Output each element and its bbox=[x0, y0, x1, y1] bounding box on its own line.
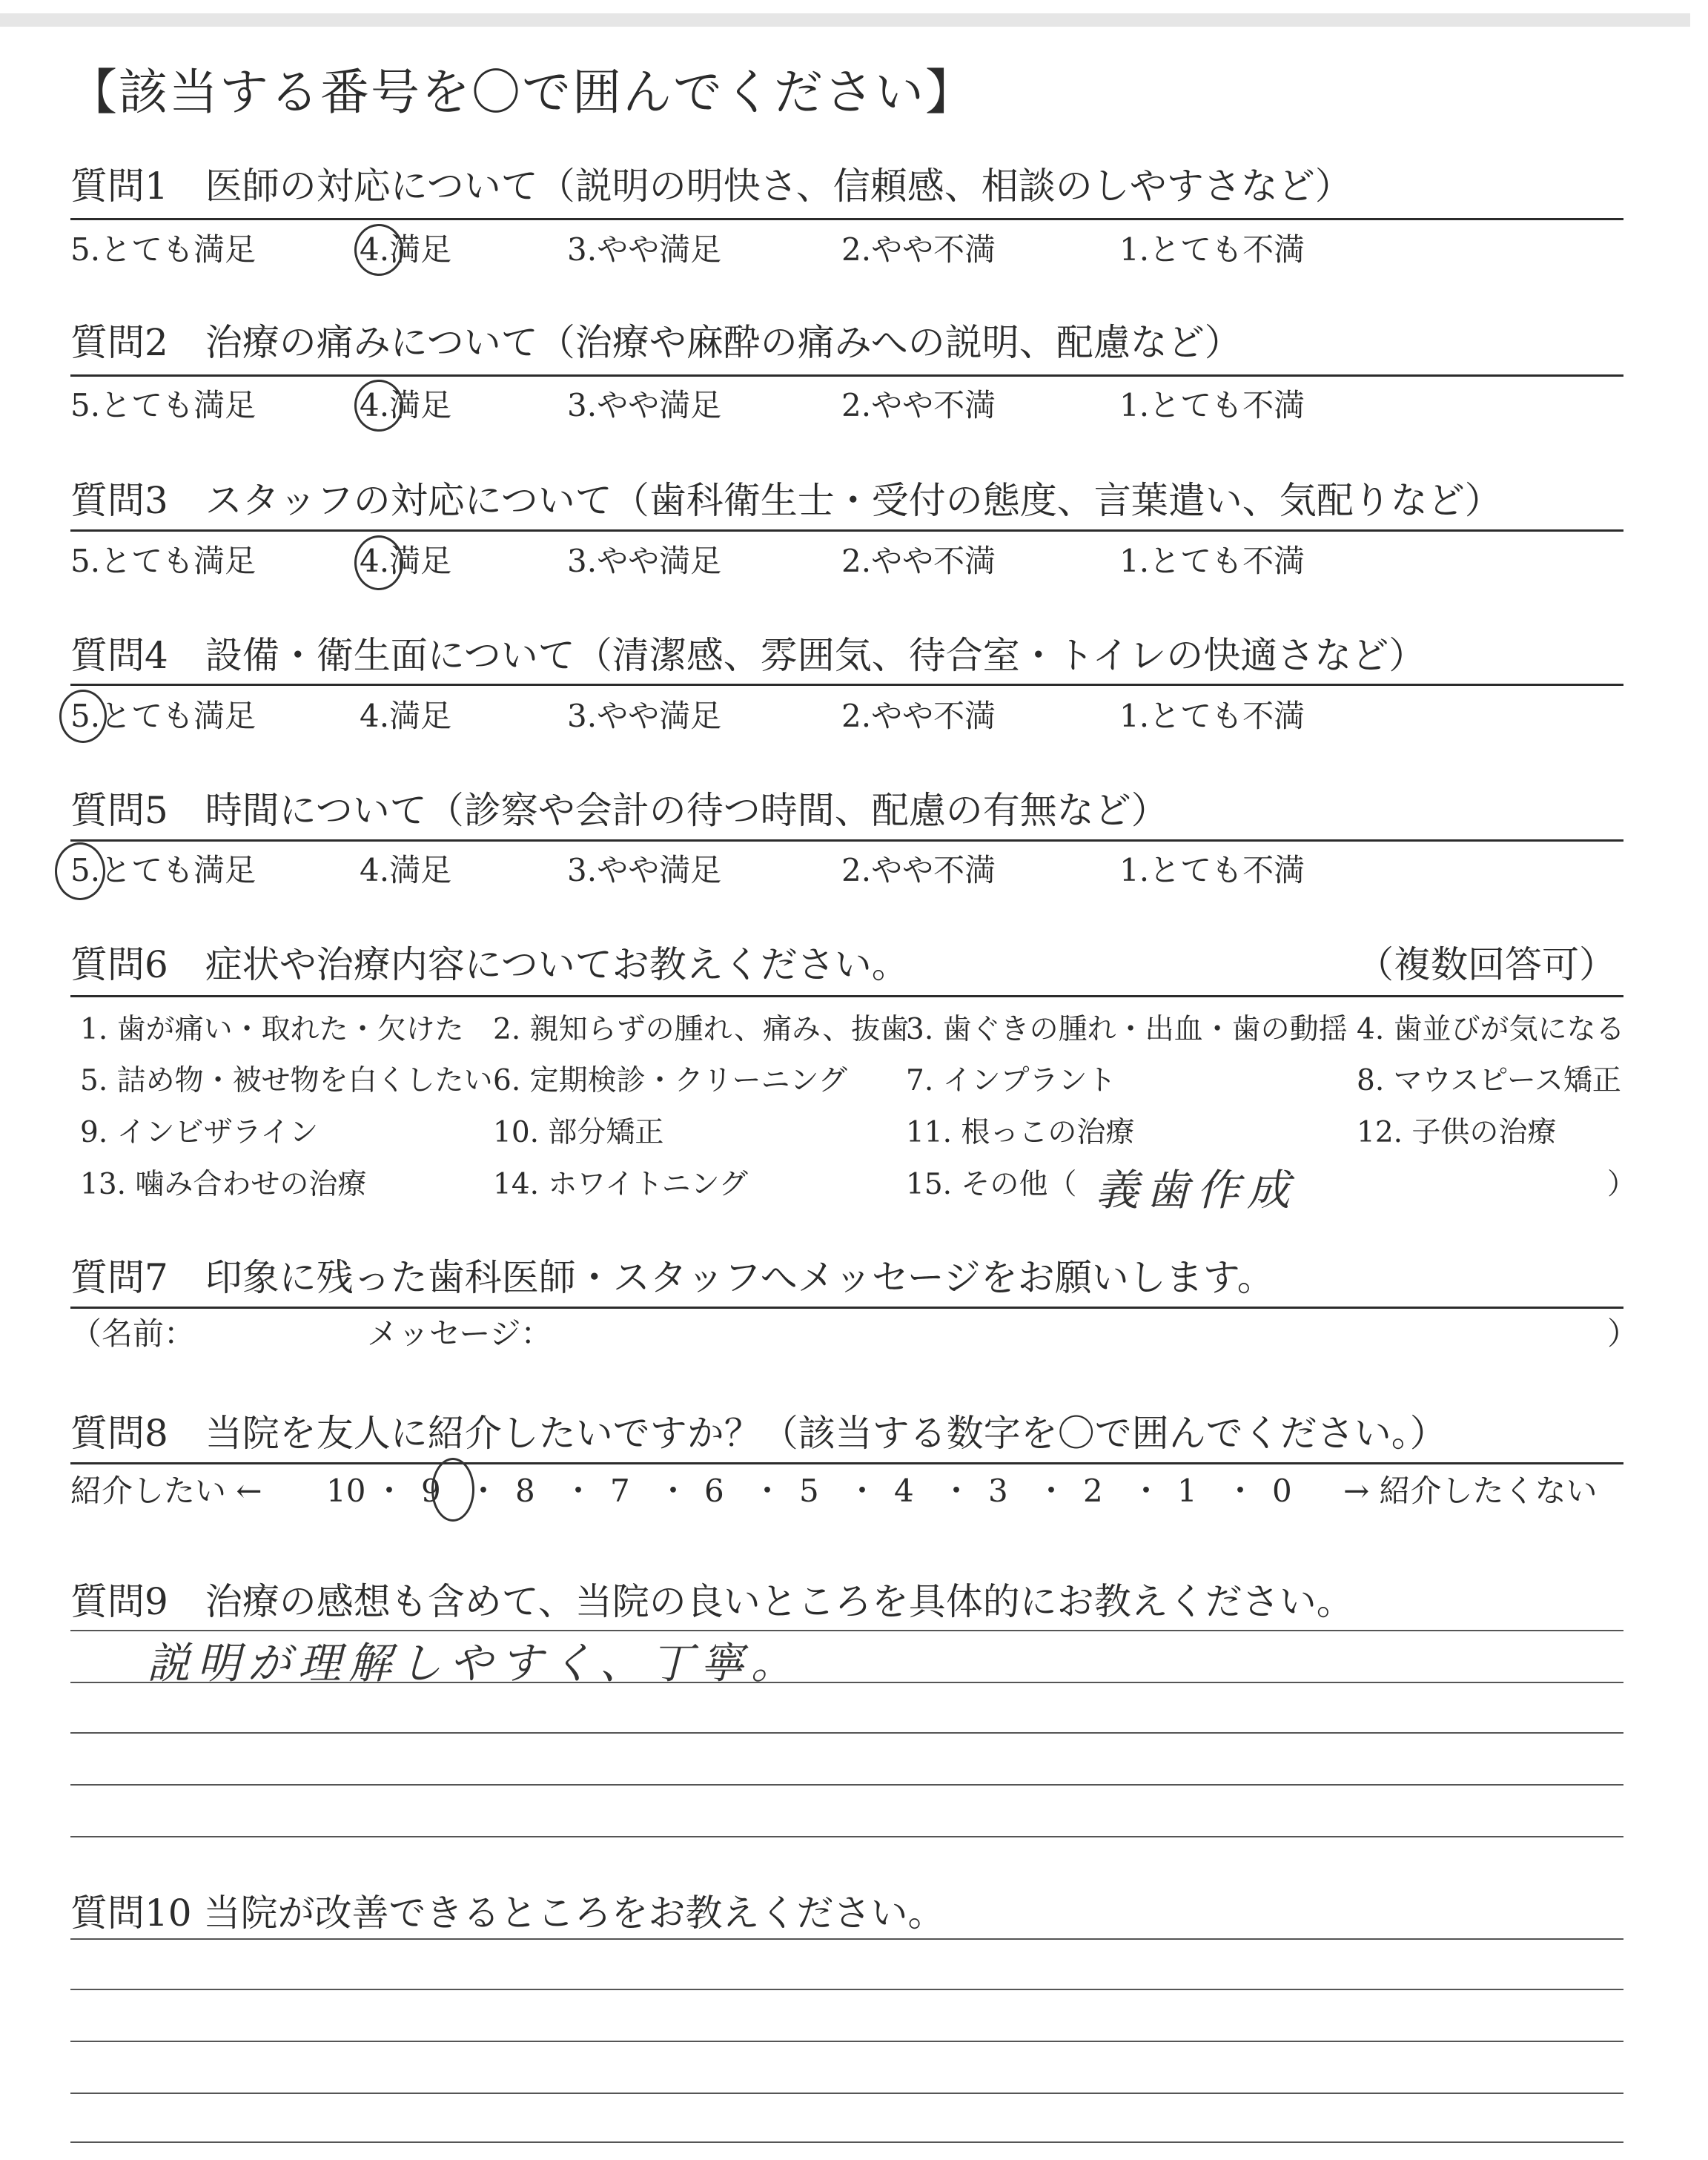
scan-top-edge bbox=[0, 13, 1690, 27]
q1-option-1[interactable]: 1.とても不満 bbox=[1119, 231, 1305, 268]
q8-scale-value-6[interactable]: 6 bbox=[704, 1473, 724, 1509]
question-7-rule bbox=[70, 1307, 1623, 1309]
question-9-label: 質問9 治療の感想も含めて、当院の良いところを具体的にお教えください。 bbox=[70, 1580, 1354, 1623]
q5-selection-circle bbox=[55, 842, 105, 900]
question-4-label: 質問4 設備・衛生面について（清潔感、雰囲気、待合室・トイレの快適さなど） bbox=[70, 634, 1426, 677]
q10-line-4 bbox=[70, 2093, 1623, 2094]
q5-option-5[interactable]: 5.とても満足 bbox=[70, 852, 256, 888]
q1-option-2[interactable]: 2.やや不満 bbox=[841, 231, 996, 268]
q6-other-handwritten: 義歯作成 bbox=[1096, 1165, 1298, 1215]
question-4-rule bbox=[70, 684, 1623, 686]
q4-option-2[interactable]: 2.やや不満 bbox=[841, 698, 996, 734]
q1-option-5[interactable]: 5.とても満足 bbox=[70, 231, 256, 268]
q2-option-1[interactable]: 1.とても不満 bbox=[1119, 387, 1305, 423]
q6-item-5[interactable]: 5. 詰め物・被せ物を白くしたい bbox=[80, 1064, 493, 1097]
q5-option-1[interactable]: 1.とても不満 bbox=[1119, 852, 1305, 888]
q8-scale-separator: ・ bbox=[1225, 1473, 1257, 1509]
q3-option-2[interactable]: 2.やや不満 bbox=[841, 543, 996, 579]
q3-option-3[interactable]: 3.やや満足 bbox=[567, 543, 722, 579]
q2-selection-circle bbox=[354, 380, 403, 432]
question-10-label: 質問10 当院が改善できるところをお教えください。 bbox=[70, 1892, 945, 1935]
q8-scale-value-5[interactable]: 5 bbox=[799, 1473, 819, 1509]
question-6-rule bbox=[70, 995, 1623, 997]
question-2-label: 質問2 治療の痛みについて（治療や麻酔の痛みへの説明、配慮など） bbox=[70, 321, 1242, 364]
q4-option-4[interactable]: 4.満足 bbox=[360, 698, 452, 734]
q3-option-1[interactable]: 1.とても不満 bbox=[1119, 543, 1305, 579]
q8-scale-value-8[interactable]: 8 bbox=[515, 1473, 535, 1509]
q6-item-7[interactable]: 7. インプラント bbox=[906, 1064, 1116, 1097]
q8-scale-separator: ・ bbox=[1036, 1473, 1068, 1509]
q6-item-12[interactable]: 12. 子供の治療 bbox=[1357, 1116, 1557, 1149]
q3-option-5[interactable]: 5.とても満足 bbox=[70, 543, 256, 579]
question-3-label: 質問3 スタッフの対応について（歯科衛生士・受付の態度、言葉遣い、気配りなど） bbox=[70, 479, 1502, 522]
q10-line-1 bbox=[70, 1938, 1623, 1940]
question-6-note: （複数回答可） bbox=[1357, 943, 1616, 986]
q1-option-4[interactable]: 4.満足 bbox=[360, 231, 452, 268]
q2-option-5[interactable]: 5.とても満足 bbox=[70, 387, 256, 423]
q8-scale-separator: ・ bbox=[563, 1473, 595, 1509]
q5-option-4[interactable]: 4.満足 bbox=[360, 852, 452, 888]
q9-line-5 bbox=[70, 1836, 1623, 1837]
q5-option-2[interactable]: 2.やや不満 bbox=[841, 852, 996, 888]
q3-option-4[interactable]: 4.満足 bbox=[360, 543, 452, 579]
q1-option-3[interactable]: 3.やや満足 bbox=[567, 231, 722, 268]
q7-close: ） bbox=[1607, 1315, 1639, 1352]
q5-option-3[interactable]: 3.やや満足 bbox=[567, 852, 722, 888]
question-5-label: 質問5 時間について（診察や会計の待つ時間、配慮の有無など） bbox=[70, 789, 1168, 832]
q6-item-2[interactable]: 2. 親知らずの腫れ、痛み、抜歯 bbox=[493, 1013, 910, 1046]
q9-line-4 bbox=[70, 1784, 1623, 1786]
q2-option-3[interactable]: 3.やや満足 bbox=[567, 387, 722, 423]
q6-other-close: ） bbox=[1607, 1168, 1637, 1201]
q4-selection-circle bbox=[59, 690, 107, 743]
q1-selection-circle bbox=[354, 224, 403, 276]
q6-item-6[interactable]: 6. 定期検診・クリーニング bbox=[493, 1064, 847, 1097]
q8-scale-separator: ・ bbox=[847, 1473, 878, 1509]
question-8-rule bbox=[70, 1462, 1623, 1464]
q10-line-3 bbox=[70, 2041, 1623, 2042]
q6-item-11[interactable]: 11. 根っこの治療 bbox=[906, 1116, 1135, 1149]
q10-line-2 bbox=[70, 1989, 1623, 1990]
q4-option-3[interactable]: 3.やや満足 bbox=[567, 698, 722, 734]
q8-scale-separator: ・ bbox=[1131, 1473, 1162, 1509]
q8-left-label: 紹介したい ← bbox=[70, 1473, 262, 1509]
q9-line-3 bbox=[70, 1732, 1623, 1734]
q8-scale-value-2[interactable]: 2 bbox=[1083, 1473, 1103, 1509]
q6-item-10[interactable]: 10. 部分矯正 bbox=[493, 1116, 664, 1149]
q8-right-label: → 紹介したくない bbox=[1343, 1473, 1598, 1509]
q6-item-9[interactable]: 9. インビザライン bbox=[80, 1116, 319, 1149]
q8-scale-separator: ・ bbox=[374, 1473, 406, 1509]
q8-selection-circle bbox=[431, 1458, 474, 1522]
question-1-label: 質問1 医師の対応について（説明の明快さ、信頼感、相談のしやすさなど） bbox=[70, 165, 1352, 208]
q8-scale-separator: ・ bbox=[941, 1473, 973, 1509]
q8-scale-separator: ・ bbox=[468, 1473, 500, 1509]
question-7-label: 質問7 印象に残った歯科医師・スタッフへメッセージをお願いします。 bbox=[70, 1256, 1274, 1299]
q10-line-5 bbox=[70, 2141, 1623, 2143]
q6-item-4[interactable]: 4. 歯並びが気になる bbox=[1357, 1013, 1625, 1046]
q4-option-1[interactable]: 1.とても不満 bbox=[1119, 698, 1305, 734]
q4-option-5[interactable]: 5.とても満足 bbox=[70, 698, 256, 734]
q8-scale-value-1[interactable]: 1 bbox=[1177, 1473, 1197, 1509]
question-6-label: 質問6 症状や治療内容についてお教えください。 bbox=[70, 943, 909, 986]
q6-item-13[interactable]: 13. 噛み合わせの治療 bbox=[80, 1168, 367, 1201]
question-2-rule bbox=[70, 374, 1623, 377]
q6-item-8[interactable]: 8. マウスピース矯正 bbox=[1357, 1064, 1621, 1097]
q2-option-4[interactable]: 4.満足 bbox=[360, 387, 452, 423]
q2-option-2[interactable]: 2.やや不満 bbox=[841, 387, 996, 423]
q3-selection-circle bbox=[354, 535, 403, 590]
q7-name-label: （名前： bbox=[70, 1315, 196, 1352]
q6-item-3[interactable]: 3. 歯ぐきの腫れ・出血・歯の動揺 bbox=[906, 1013, 1348, 1046]
q8-scale-value-7[interactable]: 7 bbox=[610, 1473, 630, 1509]
q8-scale-value-4[interactable]: 4 bbox=[894, 1473, 914, 1509]
question-8-label: 質問8 当院を友人に紹介したいですか？（該当する数字を〇で囲んでください。） bbox=[70, 1412, 1447, 1455]
question-1-rule bbox=[70, 218, 1623, 220]
q8-scale-value-3[interactable]: 3 bbox=[988, 1473, 1008, 1509]
q9-handwritten-answer: 説明が理解しやすく、丁寧。 bbox=[147, 1638, 801, 1688]
form-header: 【該当する番号を〇で囲んでください】 bbox=[68, 64, 976, 121]
q8-scale-value-0[interactable]: 0 bbox=[1272, 1473, 1292, 1509]
question-3-rule bbox=[70, 529, 1623, 532]
q6-item-15[interactable]: 15. その他（ bbox=[906, 1168, 1077, 1201]
question-5-rule bbox=[70, 839, 1623, 842]
q8-scale-value-9[interactable]: 9 bbox=[421, 1473, 441, 1509]
q8-scale-separator: ・ bbox=[752, 1473, 784, 1509]
q6-item-1[interactable]: 1. 歯が痛い・取れた・欠けた bbox=[80, 1013, 464, 1046]
q6-item-14[interactable]: 14. ホワイトニング bbox=[493, 1168, 748, 1201]
q8-scale-separator: ・ bbox=[658, 1473, 689, 1509]
q8-scale-value-10[interactable]: 10 bbox=[326, 1473, 366, 1509]
q7-message-label: メッセージ： bbox=[367, 1315, 552, 1352]
